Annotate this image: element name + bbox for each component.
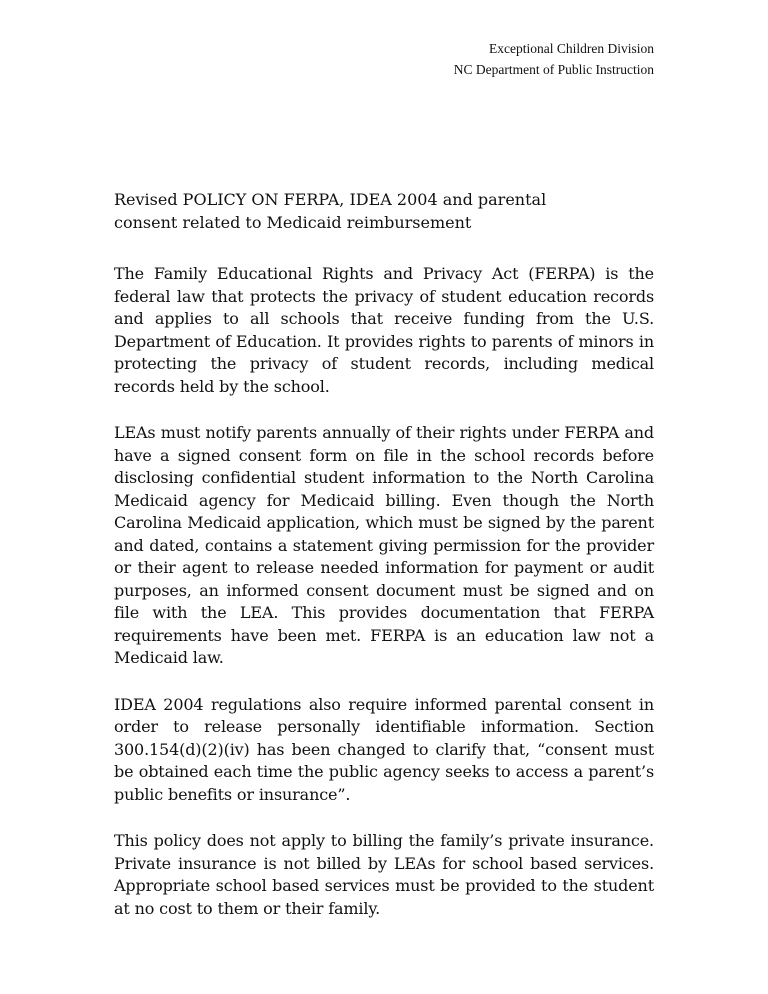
header-department: NC Department of Public Instruction: [453, 62, 654, 77]
document-body: [114, 189, 654, 944]
paragraph-private-insurance: This policy does not apply to billing the family’s private insurance. Private insurance is not billed by LEAs for school based services. Appropriate school based services must be provided to the student at no cost to them or their family.: [114, 831, 654, 918]
paragraph-ferpa-overview: The Family Educational Rights and Privacy Act (FERPA) is the federal law that protects the privacy of student education records and applies to all schools that receive funding from the U.S. Department of Education. It provides rights to parents of minors in protecting the privacy of student records, including medical records held by the school.: [114, 264, 654, 396]
paragraph-lea-consent: LEAs must notify parents annually of their rights under FERPA and have a signed consent form on file in the school records before disclosing confidential student information to the North Carolina Medicaid agency for Medicaid billing. Even though the North Carolina Medicaid application, which must be signed by the parent and dated, contains a statement giving permission for the provider or their agent to release needed information for payment or audit purposes, an informed consent document must be signed and on file with the LEA. This provides documentation that FERPA requirements have been met. FERPA is an education law not a Medicaid law.: [114, 423, 654, 667]
policy-title: Revised POLICY ON FERPA, IDEA 2004 and parental consent related to Medicaid reimbursement: [114, 190, 547, 232]
header-division: Exceptional Children Division: [489, 41, 654, 56]
paragraph-idea-2004: IDEA 2004 regulations also require informed parental consent in order to release personally identifiable information. Section 300.154(d)(2)(iv) has been changed to clarify that, “consent must be obtained each time the public agency seeks to access a parent’s public benefits or insurance”.: [114, 694, 654, 804]
document-header: [454, 38, 654, 80]
